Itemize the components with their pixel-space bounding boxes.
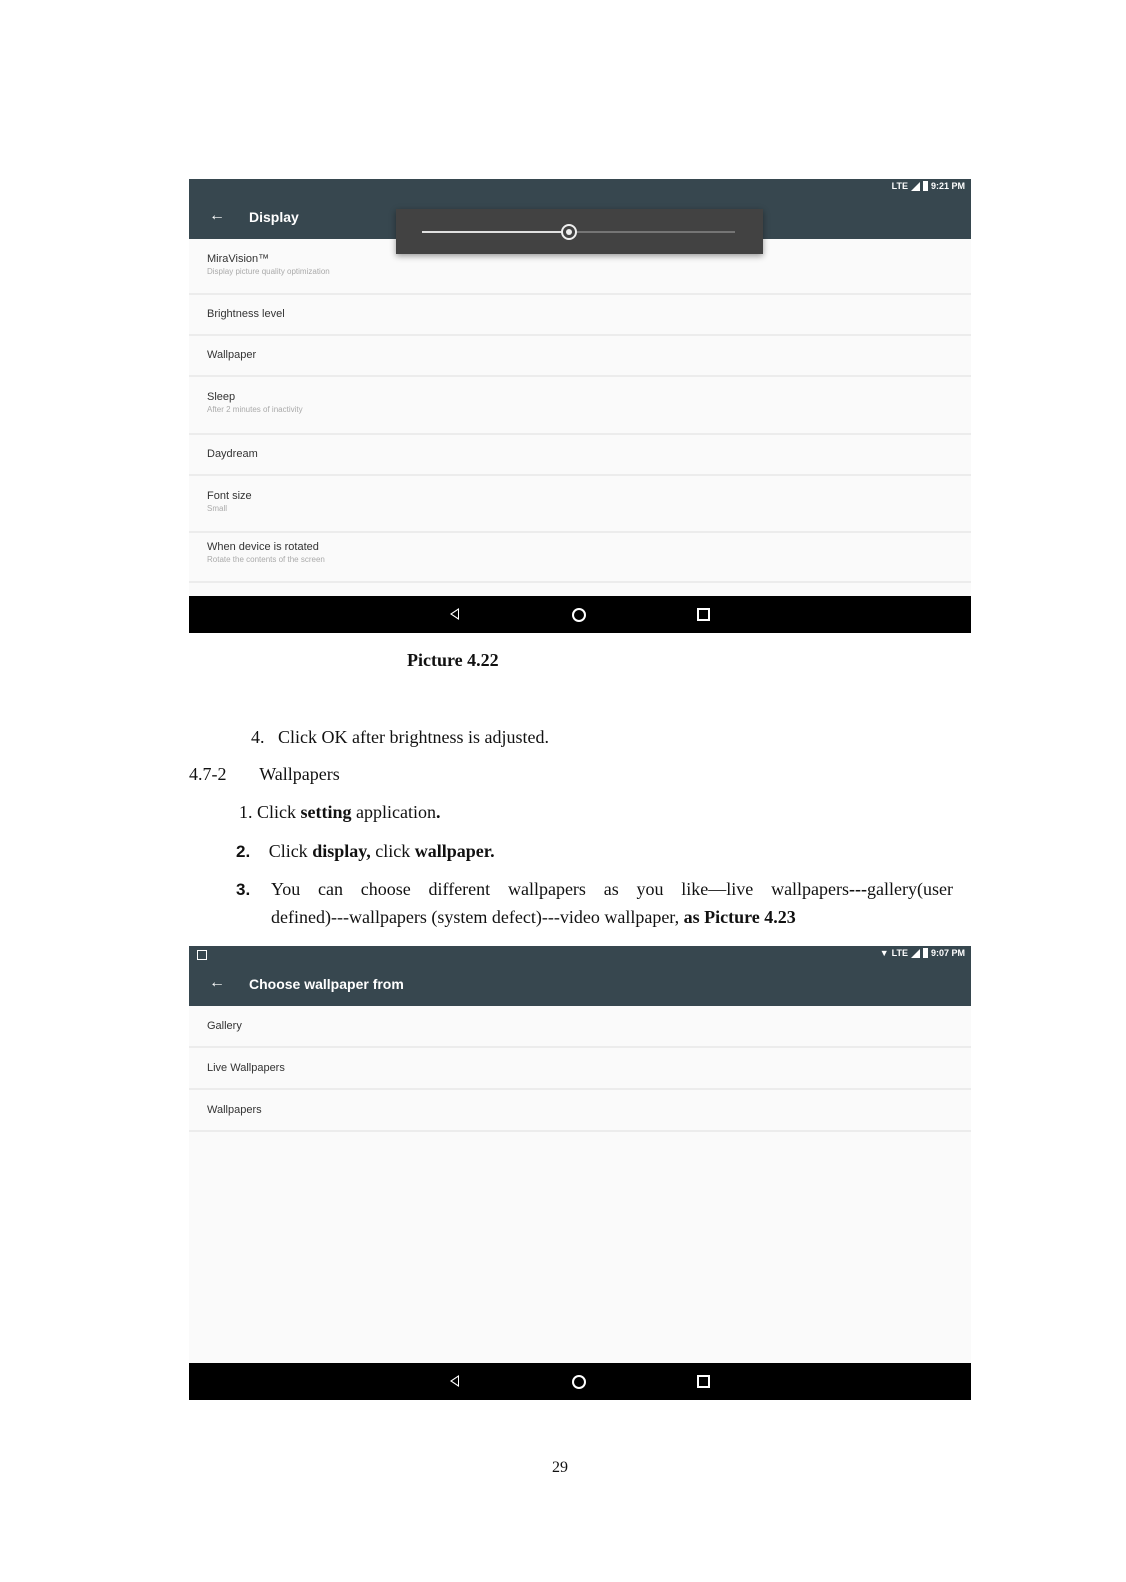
setting-item-wallpaper[interactable] <box>189 336 971 377</box>
brightness-thumb-icon[interactable] <box>561 224 577 240</box>
notification-icon <box>197 950 207 960</box>
signal-icon <box>911 182 920 191</box>
step-text: Click <box>268 841 313 861</box>
step-keyword: display, <box>312 841 371 861</box>
setting-subtitle: After 2 minutes of inactivity <box>207 405 303 414</box>
section-title: Wallpapers <box>259 764 340 784</box>
wallpaper-option-wallpapers[interactable] <box>189 1090 971 1132</box>
battery-icon <box>923 181 928 191</box>
nav-back-icon[interactable] <box>450 1375 459 1387</box>
setting-title: Wallpaper <box>207 349 257 361</box>
step-2 <box>236 841 495 862</box>
option-title: Wallpapers <box>207 1104 262 1116</box>
step-4 <box>251 727 549 748</box>
display-settings-screenshot <box>189 179 971 633</box>
settings-list <box>189 239 971 583</box>
step-dash: --- <box>849 879 868 899</box>
back-arrow-icon[interactable]: ← <box>209 974 225 991</box>
step-punct: . <box>435 802 441 822</box>
choose-wallpaper-screenshot <box>189 946 971 1400</box>
setting-item-font-size[interactable] <box>189 476 971 533</box>
app-bar <box>189 964 971 1006</box>
brightness-slider-fill <box>422 231 569 233</box>
nav-recents-icon[interactable] <box>697 1375 710 1388</box>
status-time: 9:07 PM <box>930 948 965 958</box>
step-number: 4. <box>251 727 265 747</box>
setting-title: Brightness level <box>207 308 285 320</box>
nav-home-icon[interactable] <box>572 1375 586 1389</box>
step-text: application <box>351 802 436 822</box>
status-bar <box>189 946 971 964</box>
setting-subtitle: Display picture quality optimization <box>207 267 330 276</box>
setting-item-daydream[interactable] <box>189 435 971 476</box>
brightness-popup <box>396 209 763 254</box>
step-text: gallery(user <box>867 879 953 899</box>
option-title: Gallery <box>207 1020 242 1032</box>
figure-reference: as Picture 4.23 <box>683 907 796 927</box>
wallpaper-option-gallery[interactable] <box>189 1006 971 1048</box>
navigation-bar <box>189 1363 971 1400</box>
section-number: 4.7-2 <box>189 764 227 784</box>
step-text: Click OK after brightness is adjusted. <box>278 727 549 747</box>
setting-title: When device is rotated <box>207 541 319 553</box>
setting-subtitle: Rotate the contents of the screen <box>207 555 325 564</box>
step-1 <box>239 802 440 823</box>
figure-caption: Picture 4.22 <box>407 650 499 670</box>
step-3-line2 <box>271 907 796 928</box>
step-text: defined)---wallpapers (system defect)---video wallpaper, <box>271 907 684 927</box>
nav-home-icon[interactable] <box>572 608 586 622</box>
back-arrow-icon[interactable]: ← <box>209 207 225 224</box>
wallpaper-option-live[interactable] <box>189 1048 971 1090</box>
step-text: click <box>370 841 415 861</box>
status-time: 9:21 PM <box>930 181 965 191</box>
nav-recents-icon[interactable] <box>697 608 710 621</box>
step-text: You can choose different wallpapers as you like—live wallpapers <box>271 879 850 899</box>
status-bar <box>189 179 971 197</box>
brightness-slider[interactable] <box>422 231 735 233</box>
setting-title: Daydream <box>207 448 258 460</box>
screen-title: Display <box>249 209 299 225</box>
step-keyword: setting <box>300 802 352 822</box>
step-3-line1 <box>271 879 953 900</box>
screen-title: Choose wallpaper from <box>249 976 404 992</box>
wallpaper-source-list <box>189 1006 971 1132</box>
option-title: Live Wallpapers <box>207 1062 285 1074</box>
setting-title: MiraVision™ <box>207 253 270 265</box>
step-text: 1. Click <box>239 802 301 822</box>
step-keyword: wallpaper. <box>414 841 495 861</box>
network-label: LTE <box>891 948 908 958</box>
step-number: 2. <box>236 842 251 861</box>
setting-item-sleep[interactable] <box>189 377 971 435</box>
setting-item-brightness[interactable] <box>189 295 971 336</box>
setting-title: Sleep <box>207 391 236 403</box>
page-number: 29 <box>552 1459 568 1476</box>
step-number: 3. <box>236 880 251 899</box>
setting-title: Font size <box>207 490 252 502</box>
setting-item-rotation[interactable] <box>189 533 971 583</box>
network-label: LTE <box>891 181 908 191</box>
navigation-bar <box>189 596 971 633</box>
signal-icon <box>911 949 920 958</box>
section-heading <box>189 764 340 785</box>
step-3-number <box>236 879 250 900</box>
battery-icon <box>923 948 928 958</box>
setting-subtitle: Small <box>207 504 228 513</box>
wifi-icon: ▼ <box>879 948 889 958</box>
nav-back-icon[interactable] <box>450 608 459 620</box>
